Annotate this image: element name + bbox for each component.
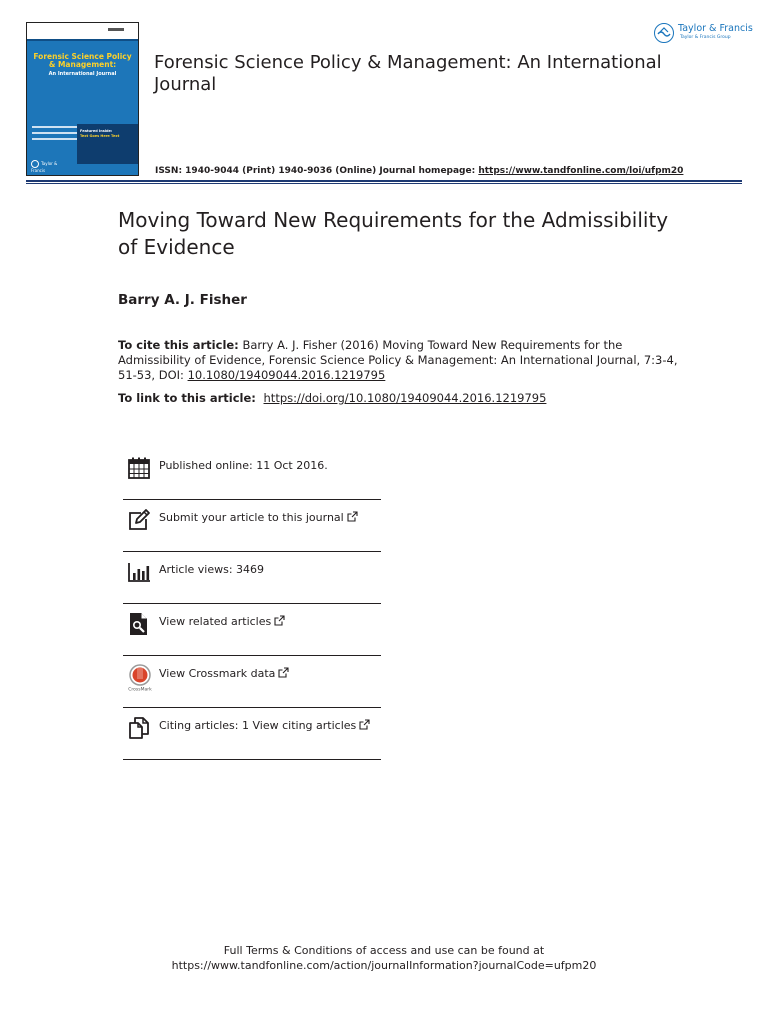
search-document-icon — [127, 612, 151, 636]
article-title: Moving Toward New Requirements for the Admissibility of Evidence — [118, 208, 669, 259]
header-rule — [26, 180, 742, 182]
published-row — [123, 448, 381, 500]
journal-cover-image — [26, 22, 139, 176]
cite-label: To cite this article: — [118, 338, 239, 352]
publisher-name: Taylor & Francis — [678, 23, 753, 34]
external-link-icon — [274, 615, 285, 626]
article-author: Barry A. J. Fisher — [118, 292, 247, 308]
terms-line-1: Full Terms & Conditions of access and use can be found at — [223, 944, 545, 957]
article-link-line — [118, 391, 678, 406]
submit-article-link[interactable]: Submit your article to this journal — [159, 511, 344, 524]
link-label: To link to this article: — [118, 391, 260, 405]
publisher-group: Taylor & Francis Group — [680, 35, 731, 40]
documents-icon — [127, 716, 151, 740]
views-row — [123, 552, 381, 604]
published-text: Published online: 11 Oct 2016. — [159, 459, 328, 472]
article-doi-link[interactable]: https://doi.org/10.1080/19409044.2016.1219795 — [263, 391, 547, 405]
citing-articles-link[interactable]: Citing articles: 1 View citing articles — [159, 719, 357, 732]
header-rule-thin — [26, 183, 742, 184]
citation-block — [118, 338, 678, 383]
related-row[interactable] — [123, 604, 381, 656]
external-link-icon — [359, 719, 370, 730]
external-link-icon — [347, 511, 358, 522]
related-articles-link[interactable]: View related articles — [159, 615, 272, 628]
terms-url[interactable]: https://www.tandfonline.com/action/journalInformation?journalCode=ufpm20 — [171, 959, 597, 972]
journal-homepage-link[interactable]: https://www.tandfonline.com/loi/ufpm20 — [478, 166, 684, 176]
terms-footer — [0, 943, 768, 973]
crossmark-icon-label: CrossMark — [128, 687, 152, 692]
citing-row[interactable] — [123, 708, 381, 760]
cover-featured-box — [77, 124, 139, 164]
crossmark-icon — [127, 664, 152, 692]
bar-chart-icon — [127, 560, 151, 584]
cover-editors — [32, 126, 77, 144]
cover-title: Forensic Science Policy & Management: — [33, 52, 132, 69]
submit-row[interactable] — [123, 500, 381, 552]
crossmark-link[interactable]: View Crossmark data — [159, 667, 276, 680]
journal-title: Forensic Science Policy & Management: An International Journal — [154, 52, 662, 95]
publisher-logo-icon — [654, 23, 674, 43]
views-text: Article views: 3469 — [159, 563, 265, 576]
cover-band — [27, 39, 138, 41]
edit-icon — [127, 508, 151, 532]
issn-line — [155, 166, 745, 176]
cover-top-strip — [27, 23, 138, 39]
external-link-icon — [278, 667, 289, 678]
cite-doi-link[interactable]: 10.1080/19409044.2016.1219795 — [187, 368, 386, 382]
cover-publisher-logo: Taylor & Francis — [31, 161, 58, 173]
cover-featured-text: Text Goes Here Text — [80, 134, 120, 138]
article-info-list — [123, 448, 381, 760]
issn-text: ISSN: 1940-9044 (Print) 1940-9036 (Online) Journal homepage: — [155, 166, 479, 176]
crossmark-row[interactable] — [123, 656, 381, 708]
cover-subtitle: An International Journal — [48, 71, 117, 77]
publisher-logo[interactable] — [654, 22, 754, 48]
calendar-icon — [127, 456, 151, 480]
cover-featured-label: Featured Inside: — [80, 129, 113, 133]
cite-text: Barry A. J. Fisher (2016) Moving Toward New Requirements for the Admissibility of Evidence, Forensic Science Policy & Management: An International Journal, 7:3-4, 51-53, DOI: — [118, 338, 678, 382]
